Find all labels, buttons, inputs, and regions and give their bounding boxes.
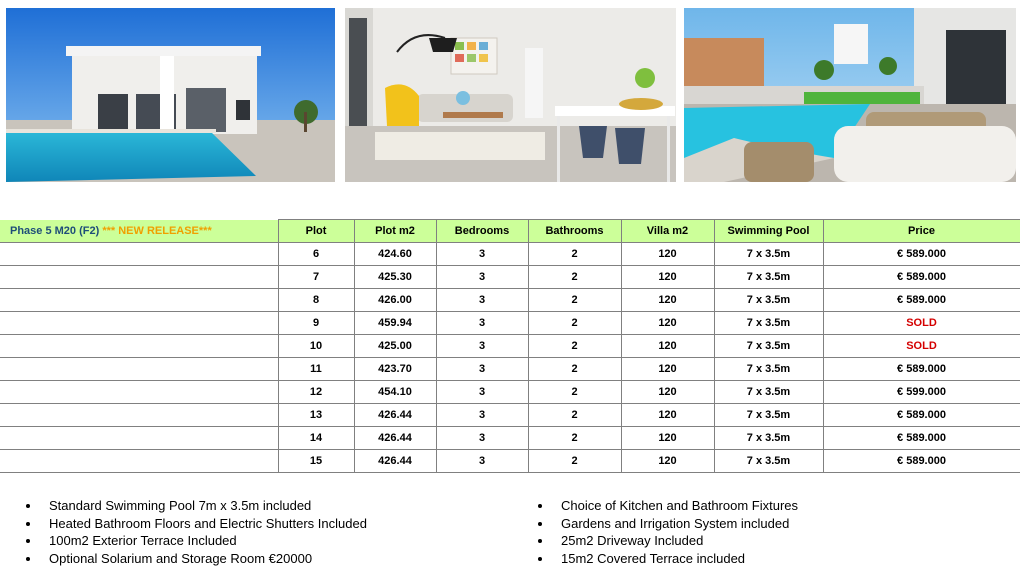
cell-plot-m2: 426.44 bbox=[354, 404, 436, 427]
cell-plot: 10 bbox=[278, 335, 354, 358]
feature-item: 25m2 Driveway Included bbox=[536, 532, 798, 550]
cell-villa-m2: 120 bbox=[621, 381, 714, 404]
header-villa-m2: Villa m2 bbox=[621, 220, 714, 243]
cell-pool: 7 x 3.5m bbox=[714, 266, 823, 289]
cell-plot: 7 bbox=[278, 266, 354, 289]
cell-villa-m2: 120 bbox=[621, 243, 714, 266]
table-row bbox=[0, 450, 1020, 473]
cell-villa-m2: 120 bbox=[621, 266, 714, 289]
cell-villa-m2: 120 bbox=[621, 289, 714, 312]
header-plot-m2: Plot m2 bbox=[354, 220, 436, 243]
cell-plot: 11 bbox=[278, 358, 354, 381]
row-label-cell bbox=[0, 335, 278, 358]
cell-plot: 12 bbox=[278, 381, 354, 404]
cell-pool: 7 x 3.5m bbox=[714, 381, 823, 404]
cell-pool: 7 x 3.5m bbox=[714, 335, 823, 358]
row-label-cell bbox=[0, 289, 278, 312]
cell-price: SOLD bbox=[823, 335, 1020, 358]
table-row bbox=[0, 427, 1020, 450]
table-row bbox=[0, 404, 1020, 427]
row-label-cell bbox=[0, 381, 278, 404]
table-row bbox=[0, 312, 1020, 335]
cell-plot: 14 bbox=[278, 427, 354, 450]
cell-plot-m2: 425.00 bbox=[354, 335, 436, 358]
cell-bedrooms: 3 bbox=[436, 335, 528, 358]
cell-plot-m2: 426.00 bbox=[354, 289, 436, 312]
table-row bbox=[0, 243, 1020, 266]
cell-bedrooms: 3 bbox=[436, 289, 528, 312]
table-row bbox=[0, 289, 1020, 312]
cell-bedrooms: 3 bbox=[436, 266, 528, 289]
cell-pool: 7 x 3.5m bbox=[714, 450, 823, 473]
cell-pool: 7 x 3.5m bbox=[714, 243, 823, 266]
cell-bedrooms: 3 bbox=[436, 358, 528, 381]
cell-plot-m2: 425.30 bbox=[354, 266, 436, 289]
header-swimming-pool: Swimming Pool bbox=[714, 220, 823, 243]
cell-price: € 589.000 bbox=[823, 289, 1020, 312]
cell-pool: 7 x 3.5m bbox=[714, 404, 823, 427]
cell-bedrooms: 3 bbox=[436, 312, 528, 335]
cell-villa-m2: 120 bbox=[621, 358, 714, 381]
row-label-cell bbox=[0, 427, 278, 450]
cell-plot-m2: 424.60 bbox=[354, 243, 436, 266]
cell-bathrooms: 2 bbox=[528, 312, 621, 335]
table-row bbox=[0, 266, 1020, 289]
living-room-interior-photo bbox=[345, 8, 676, 182]
cell-villa-m2: 120 bbox=[621, 427, 714, 450]
cell-pool: 7 x 3.5m bbox=[714, 312, 823, 335]
row-label-cell bbox=[0, 404, 278, 427]
row-label-cell bbox=[0, 243, 278, 266]
features-list-left bbox=[24, 497, 367, 567]
cell-price: € 589.000 bbox=[823, 450, 1020, 473]
terrace-pool-photo bbox=[684, 8, 1016, 182]
new-release-label: *** NEW RELEASE*** bbox=[99, 224, 212, 237]
cell-bedrooms: 3 bbox=[436, 404, 528, 427]
header-bathrooms: Bathrooms bbox=[528, 220, 621, 243]
cell-bedrooms: 3 bbox=[436, 450, 528, 473]
cell-price: € 599.000 bbox=[823, 381, 1020, 404]
cell-price: € 589.000 bbox=[823, 404, 1020, 427]
feature-item: 100m2 Exterior Terrace Included bbox=[24, 532, 367, 550]
cell-bathrooms: 2 bbox=[528, 266, 621, 289]
villa-exterior-pool-photo bbox=[6, 8, 335, 182]
cell-price: € 589.000 bbox=[823, 243, 1020, 266]
cell-villa-m2: 120 bbox=[621, 450, 714, 473]
table-title bbox=[0, 220, 278, 243]
price-table bbox=[0, 219, 1020, 473]
cell-price: € 589.000 bbox=[823, 358, 1020, 381]
feature-item: 15m2 Covered Terrace included bbox=[536, 550, 798, 568]
cell-bathrooms: 2 bbox=[528, 381, 621, 404]
feature-item: Standard Swimming Pool 7m x 3.5m included bbox=[24, 497, 367, 515]
cell-plot: 6 bbox=[278, 243, 354, 266]
cell-bathrooms: 2 bbox=[528, 289, 621, 312]
feature-item: Choice of Kitchen and Bathroom Fixtures bbox=[536, 497, 798, 515]
phase-title: Phase 5 M20 (F2) bbox=[10, 224, 100, 237]
cell-plot-m2: 426.44 bbox=[354, 450, 436, 473]
cell-villa-m2: 120 bbox=[621, 312, 714, 335]
cell-plot: 9 bbox=[278, 312, 354, 335]
cell-bedrooms: 3 bbox=[436, 381, 528, 404]
cell-price: € 589.000 bbox=[823, 427, 1020, 450]
table-row bbox=[0, 335, 1020, 358]
cell-bedrooms: 3 bbox=[436, 427, 528, 450]
header-plot: Plot bbox=[278, 220, 354, 243]
features-list-right bbox=[536, 497, 798, 567]
cell-plot: 8 bbox=[278, 289, 354, 312]
cell-villa-m2: 120 bbox=[621, 335, 714, 358]
row-label-cell bbox=[0, 266, 278, 289]
cell-villa-m2: 120 bbox=[621, 404, 714, 427]
feature-item: Optional Solarium and Storage Room €20000 bbox=[24, 550, 367, 568]
header-bedrooms: Bedrooms bbox=[436, 220, 528, 243]
cell-pool: 7 x 3.5m bbox=[714, 289, 823, 312]
cell-pool: 7 x 3.5m bbox=[714, 427, 823, 450]
header-price: Price bbox=[823, 220, 1020, 243]
cell-bathrooms: 2 bbox=[528, 404, 621, 427]
cell-bathrooms: 2 bbox=[528, 450, 621, 473]
cell-plot-m2: 459.94 bbox=[354, 312, 436, 335]
row-label-cell bbox=[0, 450, 278, 473]
cell-plot-m2: 426.44 bbox=[354, 427, 436, 450]
row-label-cell bbox=[0, 358, 278, 381]
table-row bbox=[0, 381, 1020, 404]
cell-bathrooms: 2 bbox=[528, 243, 621, 266]
cell-plot: 15 bbox=[278, 450, 354, 473]
feature-item: Gardens and Irrigation System included bbox=[536, 515, 798, 533]
cell-bathrooms: 2 bbox=[528, 358, 621, 381]
row-label-cell bbox=[0, 312, 278, 335]
cell-bathrooms: 2 bbox=[528, 335, 621, 358]
feature-item: Heated Bathroom Floors and Electric Shutters Included bbox=[24, 515, 367, 533]
cell-price: SOLD bbox=[823, 312, 1020, 335]
cell-bedrooms: 3 bbox=[436, 243, 528, 266]
table-row bbox=[0, 358, 1020, 381]
cell-plot-m2: 423.70 bbox=[354, 358, 436, 381]
cell-bathrooms: 2 bbox=[528, 427, 621, 450]
table-header-row bbox=[0, 220, 1020, 243]
cell-plot: 13 bbox=[278, 404, 354, 427]
cell-plot-m2: 454.10 bbox=[354, 381, 436, 404]
cell-pool: 7 x 3.5m bbox=[714, 358, 823, 381]
cell-price: € 589.000 bbox=[823, 266, 1020, 289]
